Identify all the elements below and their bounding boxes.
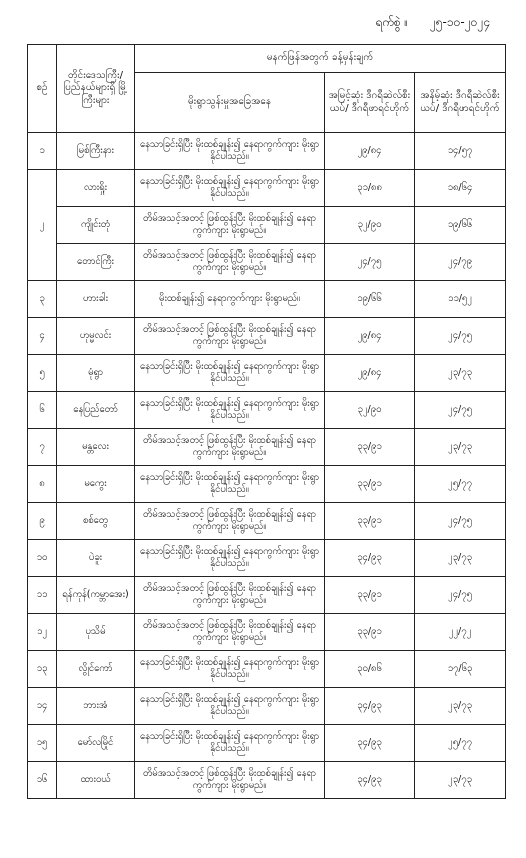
min-temp: ၁၉/၆၆ bbox=[415, 207, 506, 244]
max-temp: ၃၁/၈၈ bbox=[325, 170, 415, 207]
table-row bbox=[28, 614, 506, 651]
col-header-no: စဉ် bbox=[28, 45, 57, 133]
city-name: ကျိုင်းတုံ bbox=[57, 207, 135, 244]
rain-condition: နေသာခြင်းရှိပြီး မိုးထစ်ချုန်း၍ နေရာကွက်ကျား မိုးရွာနိုင်ပါသည်။ bbox=[135, 392, 325, 429]
rain-condition: နေသာခြင်းရှိပြီး မိုးထစ်ချုန်း၍ နေရာကွက်ကျား မိုးရွာနိုင်ပါသည်။ bbox=[135, 651, 325, 688]
city-name: စစ်တွေ bbox=[57, 503, 135, 540]
min-temp: ၂၄/၇၅ bbox=[415, 392, 506, 429]
table-row bbox=[28, 651, 506, 688]
city-name: မန္တလေး bbox=[57, 429, 135, 466]
min-temp: ၂၄/၇၅ bbox=[415, 318, 506, 355]
row-number: ၁၁ bbox=[28, 577, 57, 614]
city-name: ထားဝယ် bbox=[57, 762, 135, 799]
city-name: ပဲခူး bbox=[57, 540, 135, 577]
table-row bbox=[28, 503, 506, 540]
city-name: လားရှိုး bbox=[57, 170, 135, 207]
rain-condition: တိမ်အသင့်အတင့် ဖြစ်ထွန်းပြီး မိုးထစ်ချုန်း၍ နေရာကွက်ကျား မိုးရွာမည်။ bbox=[135, 244, 325, 281]
max-temp: ၂၉/၈၄ bbox=[325, 318, 415, 355]
max-temp: ၁၉/၆၆ bbox=[325, 281, 415, 318]
rain-condition: တိမ်အသင့်အတင့် ဖြစ်ထွန်းပြီး မိုးထစ်ချုန်း၍ နေရာကွက်ကျား မိုးရွာမည်။ bbox=[135, 762, 325, 799]
max-temp: ၃၃/၉၁ bbox=[325, 577, 415, 614]
city-name: ပုသိမ် bbox=[57, 614, 135, 651]
table-row bbox=[28, 466, 506, 503]
table-row bbox=[28, 355, 506, 392]
max-temp: ၂၉/၈၄ bbox=[325, 133, 415, 170]
min-temp: ၂၅/၇၇ bbox=[415, 466, 506, 503]
col-header-max-temp: အမြင့်ဆုံး ဒီဂရီဆဲလ်စီးယပ်/ ဒီဂရီဖာရင်ဟိုက် bbox=[325, 73, 415, 133]
row-number: ၁ bbox=[28, 133, 57, 170]
col-header-region: တိုင်းဒေသကြီး/ ပြည်နယ်များရှိ မြို့ကြီးများ bbox=[57, 45, 135, 133]
row-number: ၅ bbox=[28, 355, 57, 392]
table-row bbox=[28, 688, 506, 725]
rain-condition: တိမ်အသင့်အတင့် ဖြစ်ထွန်းပြီး မိုးထစ်ချုန်း၍ နေရာကွက်ကျား မိုးရွာမည်။ bbox=[135, 577, 325, 614]
city-name: လွိုင်ကော် bbox=[57, 651, 135, 688]
row-number: ၂ bbox=[28, 170, 57, 281]
rain-condition: နေသာခြင်းရှိပြီး မိုးထစ်ချုန်း၍ နေရာကွက်ကျား မိုးရွာနိုင်ပါသည်။ bbox=[135, 355, 325, 392]
table-row bbox=[28, 762, 506, 799]
rain-condition: နေသာခြင်းရှိပြီး မိုးထစ်ချုန်း၍ နေရာကွက်ကျား မိုးရွာနိုင်ပါသည်။ bbox=[135, 725, 325, 762]
rain-condition: နေသာခြင်းရှိပြီး မိုးထစ်ချုန်း၍ နေရာကွက်ကျား မိုးရွာနိုင်ပါသည်။ bbox=[135, 170, 325, 207]
rain-condition: မိုးထစ်ချုန်း၍ နေရာကွက်ကျား မိုးရွာမည်။ bbox=[135, 281, 325, 318]
rain-condition: တိမ်အသင့်အတင့် ဖြစ်ထွန်းပြီး မိုးထစ်ချုန်း၍ နေရာကွက်ကျား မိုးရွာမည်။ bbox=[135, 318, 325, 355]
rain-condition: နေသာခြင်းရှိပြီး မိုးထစ်ချုန်း၍ နေရာကွက်ကျား မိုးရွာနိုင်ပါသည်။ bbox=[135, 540, 325, 577]
min-temp: ၁၁/၅၂ bbox=[415, 281, 506, 318]
max-temp: ၃၄/၉၃ bbox=[325, 725, 415, 762]
rain-condition: နေသာခြင်းရှိပြီး မိုးထစ်ချုန်း၍ နေရာကွက်ကျား မိုးရွာနိုင်ပါသည်။ bbox=[135, 688, 325, 725]
table-row bbox=[28, 244, 506, 281]
city-name: မြစ်ကြီးနား bbox=[57, 133, 135, 170]
min-temp: ၂၃/၇၃ bbox=[415, 762, 506, 799]
min-temp: ၂၅/၇၇ bbox=[415, 725, 506, 762]
min-temp: ၂၃/၇၃ bbox=[415, 688, 506, 725]
rain-condition: တိမ်အသင့်အတင့် ဖြစ်ထွန်းပြီး မိုးထစ်ချုန်း၍ နေရာကွက်ကျား မိုးရွာမည်။ bbox=[135, 429, 325, 466]
max-temp: ၃၄/၉၃ bbox=[325, 762, 415, 799]
row-number: ၇ bbox=[28, 429, 57, 466]
max-temp: ၃၂/၉၀ bbox=[325, 392, 415, 429]
min-temp: ၁၄/၅၇ bbox=[415, 133, 506, 170]
table-row bbox=[28, 429, 506, 466]
row-number: ၉ bbox=[28, 503, 57, 540]
rain-condition: နေသာခြင်းရှိပြီး မိုးထစ်ချုန်း၍ နေရာကွက်ကျား မိုးရွာနိုင်ပါသည်။ bbox=[135, 466, 325, 503]
city-name: ဟားခါး bbox=[57, 281, 135, 318]
max-temp: ၃၄/၉၃ bbox=[325, 540, 415, 577]
row-number: ၁၃ bbox=[28, 651, 57, 688]
table-row bbox=[28, 318, 506, 355]
weather-forecast-table bbox=[27, 44, 506, 799]
max-temp: ၂၉/၈၄ bbox=[325, 355, 415, 392]
min-temp: ၂၂/၇၂ bbox=[415, 614, 506, 651]
table-row bbox=[28, 540, 506, 577]
max-temp: ၃၃/၉၁ bbox=[325, 503, 415, 540]
date-label: ရက်စွဲ ။ bbox=[375, 15, 409, 29]
date-value: ၂၅-၁၀-၂၀၂၄ bbox=[429, 15, 490, 29]
col-header-condition: မိုးရွာသွန်းမှုအခြေအနေ bbox=[135, 73, 325, 133]
row-number: ၃ bbox=[28, 281, 57, 318]
city-name: မော်လမြိုင် bbox=[57, 725, 135, 762]
min-temp: ၂၄/၇၅ bbox=[415, 577, 506, 614]
table-row bbox=[28, 281, 506, 318]
min-temp: ၂၃/၇၃ bbox=[415, 540, 506, 577]
table-row bbox=[28, 392, 506, 429]
rain-condition: နေသာခြင်းရှိပြီး မိုးထစ်ချုန်း၍ နေရာကွက်ကျား မိုးရွာနိုင်ပါသည်။ bbox=[135, 133, 325, 170]
row-number: ၁၂ bbox=[28, 614, 57, 651]
min-temp: ၂၄/၇၉ bbox=[415, 244, 506, 281]
city-name: ဟုမ္မလင်း bbox=[57, 318, 135, 355]
min-temp: ၁၈/၆၄ bbox=[415, 170, 506, 207]
table-row bbox=[28, 170, 506, 207]
rain-condition: တိမ်အသင့်အတင့် ဖြစ်ထွန်းပြီး မိုးထစ်ချုန်း၍ နေရာကွက်ကျား မိုးရွာမည်။ bbox=[135, 614, 325, 651]
table-row bbox=[28, 133, 506, 170]
city-name: ရန်ကုန်(ကမ္ဘာအေး) bbox=[57, 577, 135, 614]
max-temp: ၃၃/၉၁ bbox=[325, 614, 415, 651]
city-name: တောင်ကြီး bbox=[57, 244, 135, 281]
min-temp: ၂၃/၇၃ bbox=[415, 429, 506, 466]
table-row bbox=[28, 207, 506, 244]
min-temp: ၂၄/၇၅ bbox=[415, 503, 506, 540]
row-number: ၁၅ bbox=[28, 725, 57, 762]
document-date bbox=[357, 14, 490, 32]
row-number: ၁၀ bbox=[28, 540, 57, 577]
rain-condition: တိမ်အသင့်အတင့် ဖြစ်ထွန်းပြီး မိုးထစ်ချုန်း၍ နေရာကွက်ကျား မိုးရွာမည်။ bbox=[135, 207, 325, 244]
max-temp: ၂၄/၇၅ bbox=[325, 244, 415, 281]
row-number: ၁၆ bbox=[28, 762, 57, 799]
table-row bbox=[28, 577, 506, 614]
max-temp: ၃၃/၉၁ bbox=[325, 466, 415, 503]
city-name: မုံရွာ bbox=[57, 355, 135, 392]
row-number: ၄ bbox=[28, 318, 57, 355]
rain-condition: တိမ်အသင့်အတင့် ဖြစ်ထွန်းပြီး မိုးထစ်ချုန်း၍ နေရာကွက်ကျား မိုးရွာမည်။ bbox=[135, 503, 325, 540]
row-number: ၈ bbox=[28, 466, 57, 503]
col-header-min-temp: အနိမ့်ဆုံး ဒီဂရီဆဲလ်စီးယပ်/ ဒီဂရီဖာရင်ဟိုက် bbox=[415, 73, 506, 133]
min-temp: ၂၃/၇၃ bbox=[415, 355, 506, 392]
city-name: ဘားအံ bbox=[57, 688, 135, 725]
max-temp: ၃၂/၉၀ bbox=[325, 207, 415, 244]
min-temp: ၁၇/၆၃ bbox=[415, 651, 506, 688]
max-temp: ၃၃/၉၁ bbox=[325, 429, 415, 466]
group-header-forecast: မနက်ဖြန်အတွက် ခန့်မှန်းချက် bbox=[135, 45, 506, 73]
city-name: နေပြည်တော် bbox=[57, 392, 135, 429]
city-name: မကွေး bbox=[57, 466, 135, 503]
max-temp: ၃၄/၉၃ bbox=[325, 688, 415, 725]
max-temp: ၃၀/၈၆ bbox=[325, 651, 415, 688]
row-number: ၁၄ bbox=[28, 688, 57, 725]
row-number: ၆ bbox=[28, 392, 57, 429]
table-row bbox=[28, 725, 506, 762]
